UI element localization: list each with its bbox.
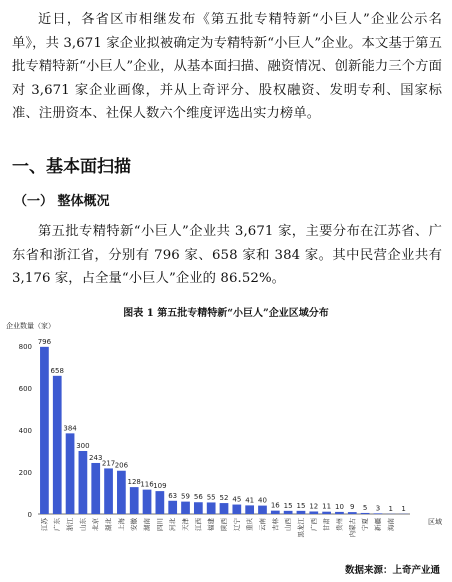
bar [130,487,139,514]
x-tick-label: 内蒙古 [348,518,357,538]
chart-bars [40,347,408,514]
bar [79,451,88,514]
y-tick-label: 400 [18,427,32,435]
bar-value-label: 16 [270,501,280,510]
x-tick-label: 广西 [309,518,318,531]
bar [104,468,113,514]
x-tick-label: 宁夏 [361,518,370,531]
bar-value-label: 300 [76,442,90,450]
x-tick-label: 湖北 [104,518,113,531]
bar [143,490,152,514]
bar [91,463,100,514]
bar [168,501,177,514]
x-tick-label: 云南 [258,518,267,531]
bar [335,512,344,514]
bar-value-label: 3 [375,504,381,513]
bar [40,347,49,514]
bar-value-label: 206 [114,461,129,470]
bar-value-label: 12 [309,502,319,511]
bar [66,433,75,514]
bar-value-label: 63 [168,491,178,500]
bar [309,511,318,514]
bar-value-label: 45 [232,495,242,504]
x-tick-label: 黑龙江 [296,518,305,538]
bar-value-label: 59 [181,492,190,501]
bar-value-label: 109 [153,482,167,491]
x-tick-label: 江西 [194,518,203,531]
bar-value-label: 56 [193,493,203,502]
bar [245,505,254,514]
x-tick-label: 辽宁 [232,518,241,531]
bar-value-label: 796 [37,337,52,346]
bar-value-label: 40 [258,496,267,505]
y-tick-label: 0 [27,511,32,519]
overview-paragraph: 第五批专精特新“小巨人”企业共 3,671 家，主要分布在江苏省、广东省和浙江省，分别有 796 家、658 家和 384 家。其中民营企业共有 3,176 家，占全量“小巨人”企业的 86.52%。 [12,224,442,286]
bar-value-label: 1 [401,504,406,513]
x-tick-label: 山东 [78,518,87,531]
bar [232,505,241,514]
bar [322,512,331,514]
y-tick-label: 200 [18,469,32,477]
bar [207,502,216,514]
bar [53,376,62,514]
bar [117,471,126,514]
y-tick-label: 600 [18,385,32,393]
bar [220,503,229,514]
bar [181,502,190,514]
bar-value-label: 9 [350,503,355,512]
x-axis-label: 区域 [428,518,442,526]
subsection-heading: （一） 整体概况 [14,194,110,209]
x-tick-label: 陕西 [220,518,228,531]
data-source: 数据来源：上奇产业通 [344,565,440,576]
bar-value-label: 128 [127,478,141,487]
x-tick-label: 重庆 [245,518,254,531]
bar-value-label: 217 [101,459,116,468]
y-tick-label: 800 [18,343,32,351]
section-heading: 一、基本面扫描 [12,157,131,177]
bar-value-label: 658 [50,366,64,375]
bar [258,506,267,514]
bar-value-label: 10 [334,502,344,511]
x-tick-label: 海南 [386,518,395,531]
bar-value-label: 5 [362,503,368,512]
bar [361,513,370,514]
x-tick-label: 山西 [284,518,293,531]
bar [271,511,280,514]
x-tick-label: 四川 [155,518,164,531]
y-axis-label: 企业数量（家） [6,322,55,330]
x-tick-label: 江苏 [40,518,49,531]
bar-value-label: 15 [296,501,306,510]
bar [297,511,306,514]
bar-value-label: 52 [219,494,229,503]
x-tick-label: 湖南 [143,518,152,531]
region-bar-chart [0,318,452,560]
x-tick-label: 福建 [207,518,216,531]
x-tick-label: 天津 [181,518,190,531]
intro-paragraph: 近日，各省区市相继发布《第五批专精特新“小巨人”企业公示名单》，共 3,671 家企业拟被确定为专精特新“小巨人”企业。本文基于第五批专精特新“小巨人”企业，从基本面扫描、融资情况、创新能力三个方面对 3,671 家企业画像，并从上奇评分、股权融资、发明专利、国家标准、注册资本、社保人数六个维度评选出实力榜单。 [12,12,442,121]
bar-value-label: 1 [388,504,393,513]
bar-value-label: 384 [63,424,77,433]
bar-value-label: 15 [283,501,293,510]
x-tick-label: 上海 [117,518,126,531]
bar [374,513,383,514]
bar-value-label: 41 [245,496,255,505]
bar-value-label: 55 [206,493,216,502]
bar [194,502,203,514]
x-tick-label: 吉林 [271,518,280,531]
x-tick-label: 广东 [53,518,62,531]
x-tick-label: 安徽 [130,518,139,531]
figure-title: 图表 1 第五批专精特新“小巨人”企业区域分布 [123,308,329,319]
bar-value-label: 116 [140,480,154,489]
bar [348,512,357,514]
x-tick-label: 浙江 [66,518,75,531]
x-tick-label: 贵州 [335,518,344,531]
x-tick-label: 新疆 [373,518,382,531]
x-tick-label: 河北 [168,518,177,531]
x-tick-label: 甘肃 [322,518,331,531]
bar-value-label: 11 [322,502,332,511]
bar [284,511,293,514]
bar-value-label: 243 [89,453,103,462]
bar [156,491,165,514]
x-tick-label: 北京 [91,518,100,531]
